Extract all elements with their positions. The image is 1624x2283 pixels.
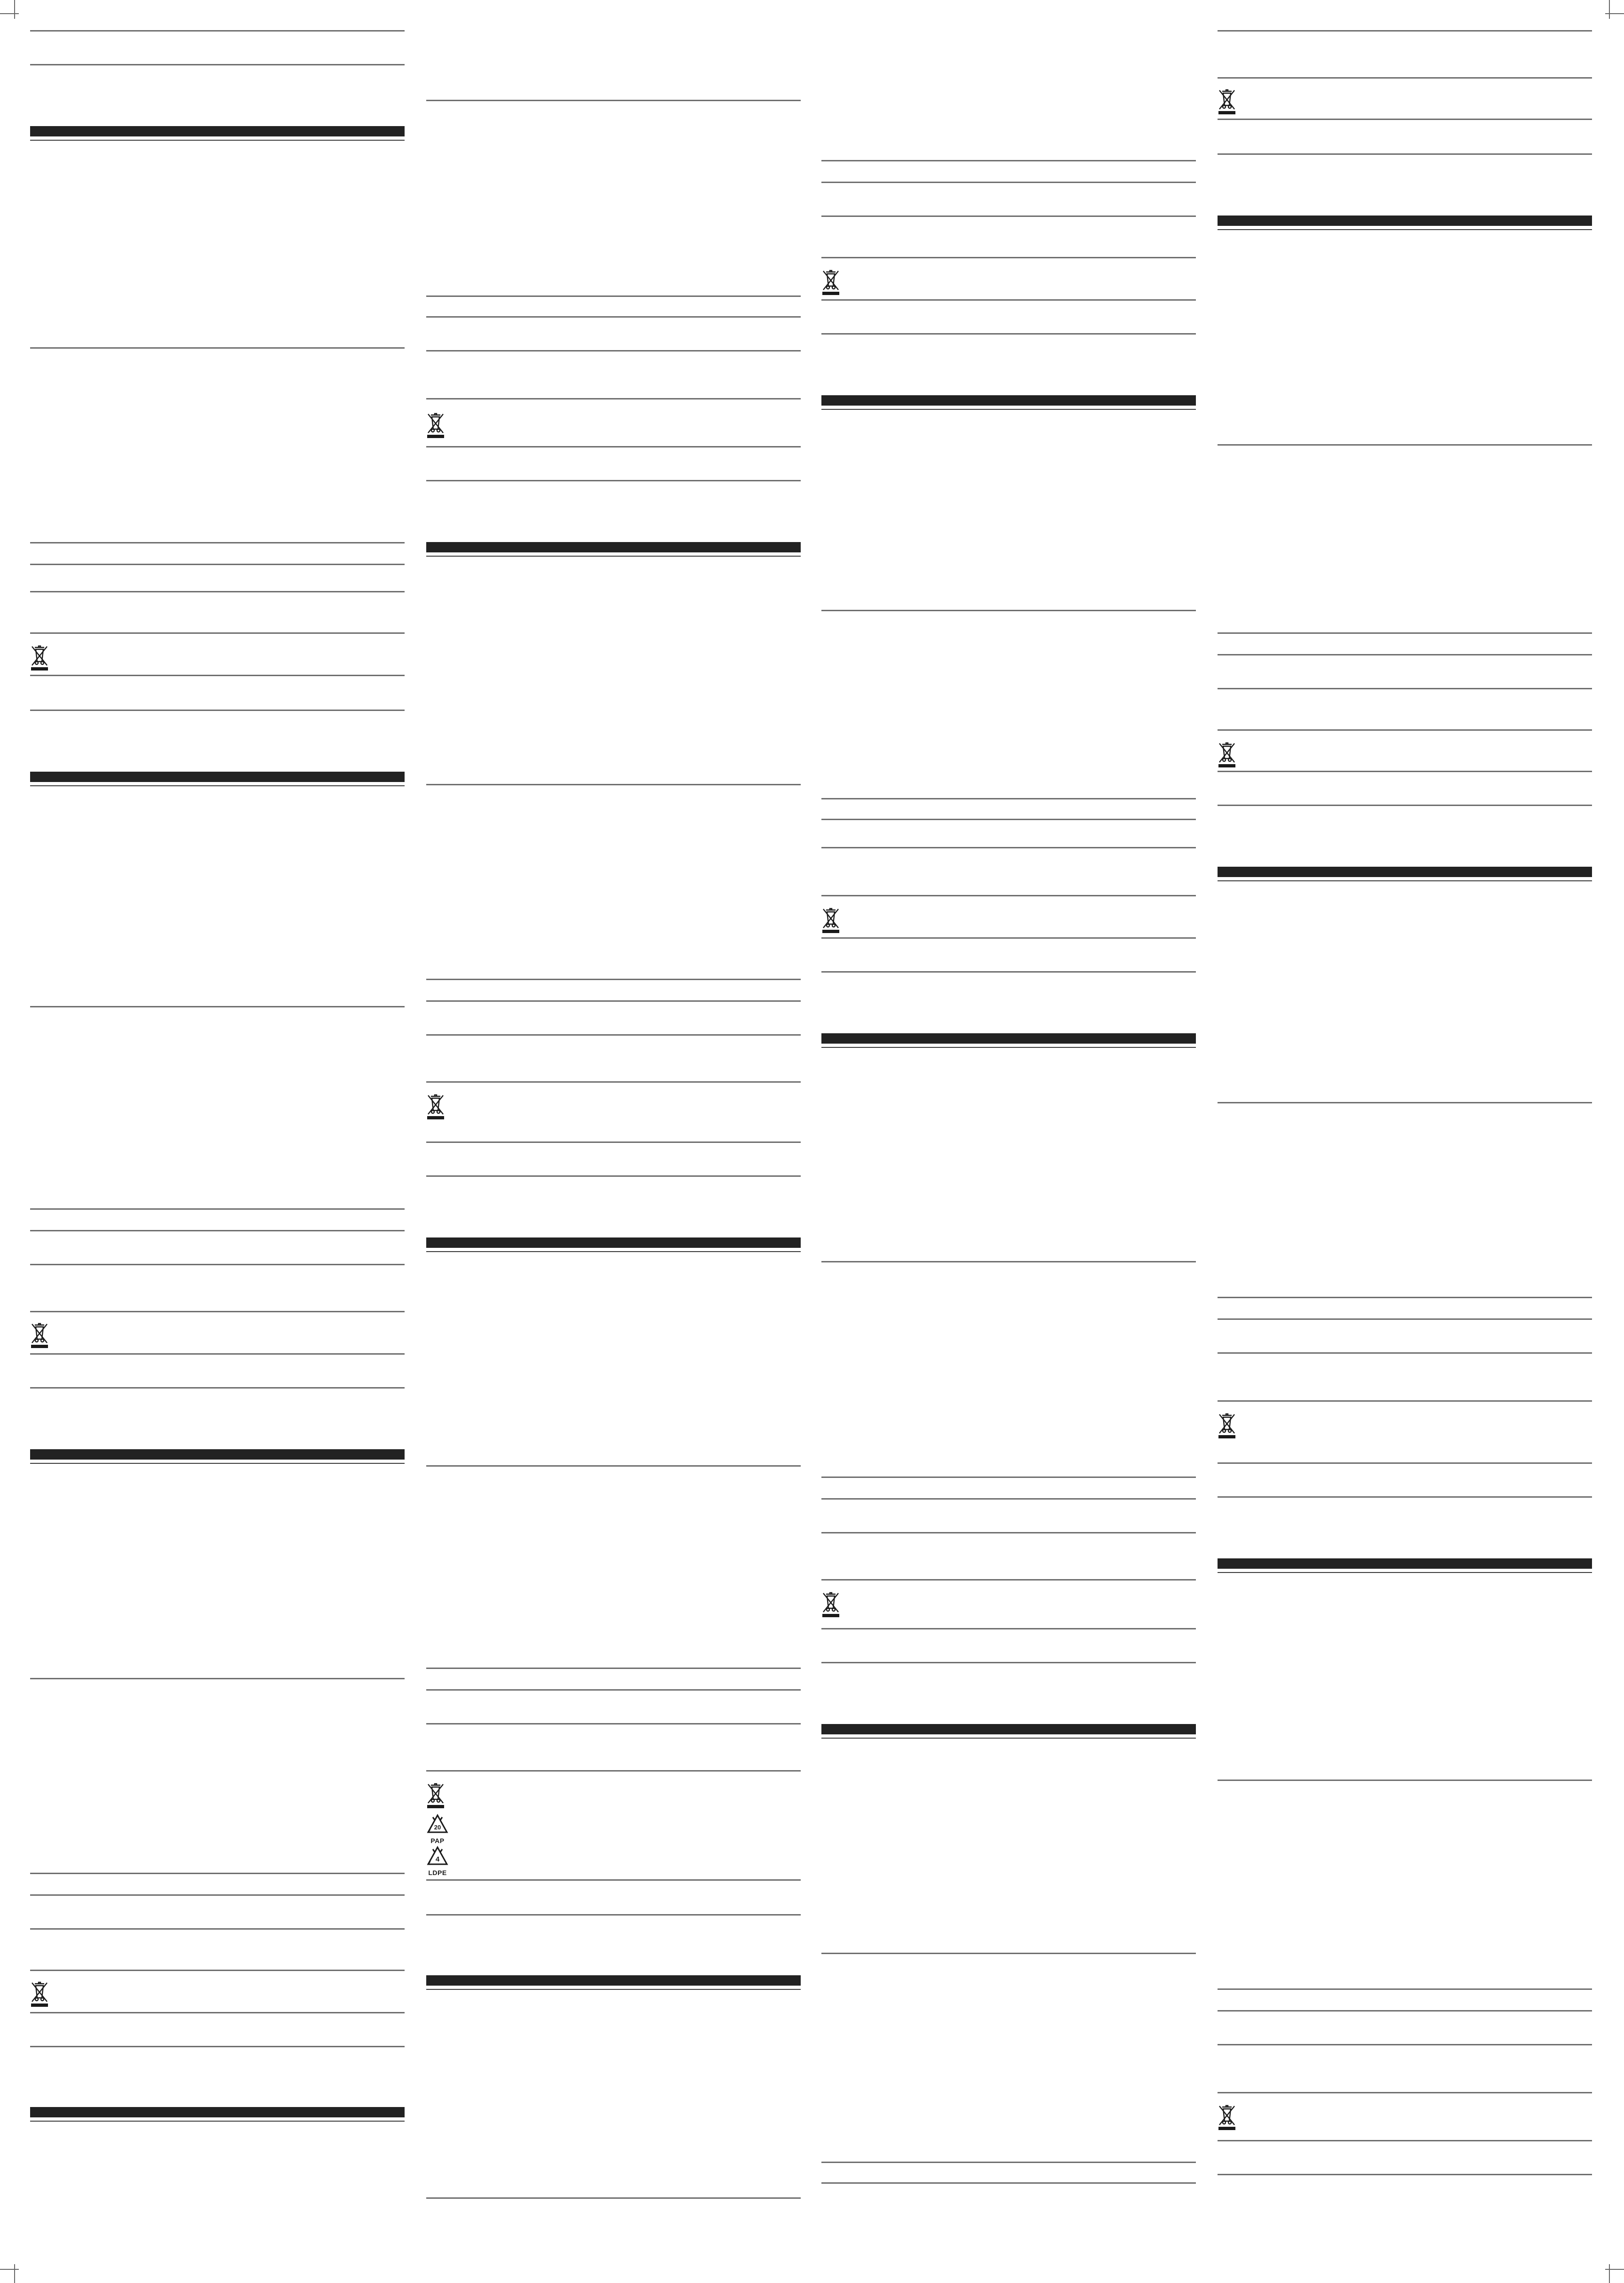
divider	[1218, 771, 1592, 772]
divider	[426, 295, 801, 297]
section-header-bar	[426, 1975, 801, 1986]
divider	[30, 1006, 405, 1007]
column-4	[1218, 0, 1592, 2283]
column-2	[426, 0, 801, 2283]
crop-mark	[1605, 2269, 1624, 2270]
divider	[30, 675, 405, 676]
divider	[821, 333, 1196, 335]
section-header-bar	[426, 1237, 801, 1248]
divider	[1218, 1496, 1592, 1498]
divider	[821, 257, 1196, 258]
divider	[821, 937, 1196, 939]
crop-mark	[0, 2269, 19, 2270]
divider	[1218, 1988, 1592, 1990]
divider	[1218, 77, 1592, 79]
divider	[1218, 805, 1592, 806]
divider	[821, 1532, 1196, 1533]
divider	[30, 632, 405, 634]
weee-bin-icon	[821, 1590, 840, 1618]
divider	[30, 1678, 405, 1679]
divider	[426, 1879, 801, 1881]
divider	[426, 1689, 801, 1691]
divider	[1218, 2092, 1592, 2093]
section-header-bar	[1218, 1558, 1592, 1569]
divider	[821, 610, 1196, 611]
crop-mark	[1605, 13, 1624, 14]
divider	[30, 710, 405, 711]
weee-bin-icon	[426, 411, 445, 439]
divider	[1218, 1400, 1592, 1402]
divider	[426, 1465, 801, 1467]
section-header-bar	[30, 772, 405, 782]
weee-bin-icon	[821, 906, 840, 934]
divider	[426, 1142, 801, 1143]
plastic-recycling-label: LDPE	[428, 1869, 447, 1876]
section-header-bar	[821, 395, 1196, 406]
divider	[1218, 1297, 1592, 1298]
divider	[1218, 2010, 1592, 2012]
column-3	[821, 0, 1196, 2283]
divider	[426, 316, 801, 318]
divider	[821, 299, 1196, 301]
divider	[821, 819, 1196, 820]
weee-bin-icon	[30, 1980, 49, 2007]
weee-bin-icon	[1218, 88, 1236, 115]
divider	[30, 30, 405, 32]
divider	[821, 1477, 1196, 1478]
divider	[426, 1081, 801, 1083]
divider	[30, 2012, 405, 2013]
crop-mark	[14, 2264, 15, 2283]
section-header-bar	[1218, 867, 1592, 877]
divider	[1218, 153, 1592, 155]
divider	[30, 347, 405, 349]
divider	[1218, 688, 1592, 689]
divider	[821, 847, 1196, 848]
section-header-bar	[30, 126, 405, 136]
section-header-bar	[426, 542, 801, 552]
weee-bin-icon	[30, 644, 49, 671]
divider	[1218, 444, 1592, 446]
divider	[426, 1770, 801, 1772]
weee-bin-icon	[1218, 741, 1236, 768]
section-header-bar	[30, 1449, 405, 1460]
divider	[821, 160, 1196, 161]
divider	[821, 1662, 1196, 1663]
divider	[30, 1970, 405, 1971]
plastic-code-text: 4	[435, 1855, 440, 1863]
weee-bin-icon	[1218, 2103, 1236, 2131]
divider	[1218, 119, 1592, 120]
divider	[426, 2197, 801, 2199]
divider	[821, 971, 1196, 973]
divider	[1218, 2044, 1592, 2045]
divider	[821, 895, 1196, 896]
divider	[821, 798, 1196, 799]
divider	[821, 1953, 1196, 1954]
weee-bin-icon	[426, 1093, 445, 1120]
paper-recycling-label: PAP	[430, 1837, 445, 1844]
divider	[30, 1928, 405, 1930]
divider	[426, 979, 801, 980]
divider	[30, 591, 405, 592]
section-header-bar	[1218, 216, 1592, 226]
divider	[1218, 632, 1592, 634]
divider	[426, 1668, 801, 1669]
divider	[821, 182, 1196, 183]
divider	[1218, 2174, 1592, 2175]
paper-code-text: 20	[434, 1824, 441, 1831]
section-header-bar	[821, 1033, 1196, 1044]
divider	[30, 542, 405, 543]
divider	[30, 1230, 405, 1231]
weee-bin-icon	[426, 1781, 445, 1809]
weee-bin-icon	[821, 268, 840, 295]
divider	[426, 446, 801, 447]
divider	[426, 398, 801, 399]
divider	[821, 1628, 1196, 1629]
weee-bin-icon	[30, 1321, 49, 1349]
divider	[1218, 1462, 1592, 1464]
divider	[426, 1914, 801, 1916]
divider	[30, 64, 405, 65]
divider	[30, 2046, 405, 2047]
column-1	[30, 0, 405, 2283]
crop-mark	[1609, 2264, 1610, 2283]
divider	[1218, 2140, 1592, 2141]
divider	[1218, 654, 1592, 655]
divider	[30, 564, 405, 565]
crop-mark	[14, 0, 15, 19]
weee-bin-icon	[1218, 1412, 1236, 1439]
divider	[821, 2162, 1196, 2163]
crop-mark	[0, 13, 19, 14]
divider	[821, 216, 1196, 217]
divider	[426, 1723, 801, 1724]
divider	[821, 1498, 1196, 1500]
divider	[30, 1387, 405, 1389]
divider	[30, 1208, 405, 1210]
divider	[30, 1264, 405, 1265]
divider	[426, 100, 801, 101]
divider	[1218, 1102, 1592, 1103]
divider	[30, 1894, 405, 1896]
divider	[1218, 1318, 1592, 1320]
section-header-bar	[821, 1724, 1196, 1734]
divider	[1218, 30, 1592, 32]
divider	[30, 1353, 405, 1355]
divider	[30, 1311, 405, 1312]
divider	[821, 1579, 1196, 1581]
divider	[821, 2182, 1196, 2184]
divider	[426, 480, 801, 481]
divider	[426, 784, 801, 785]
divider	[1218, 1780, 1592, 1781]
section-header-bar	[30, 2107, 405, 2117]
divider	[1218, 729, 1592, 731]
divider	[426, 1034, 801, 1036]
crop-mark	[1609, 0, 1610, 19]
divider	[30, 1873, 405, 1874]
divider	[426, 1000, 801, 1002]
divider	[1218, 1352, 1592, 1354]
divider	[426, 350, 801, 351]
divider	[821, 1261, 1196, 1262]
divider	[426, 1175, 801, 1177]
